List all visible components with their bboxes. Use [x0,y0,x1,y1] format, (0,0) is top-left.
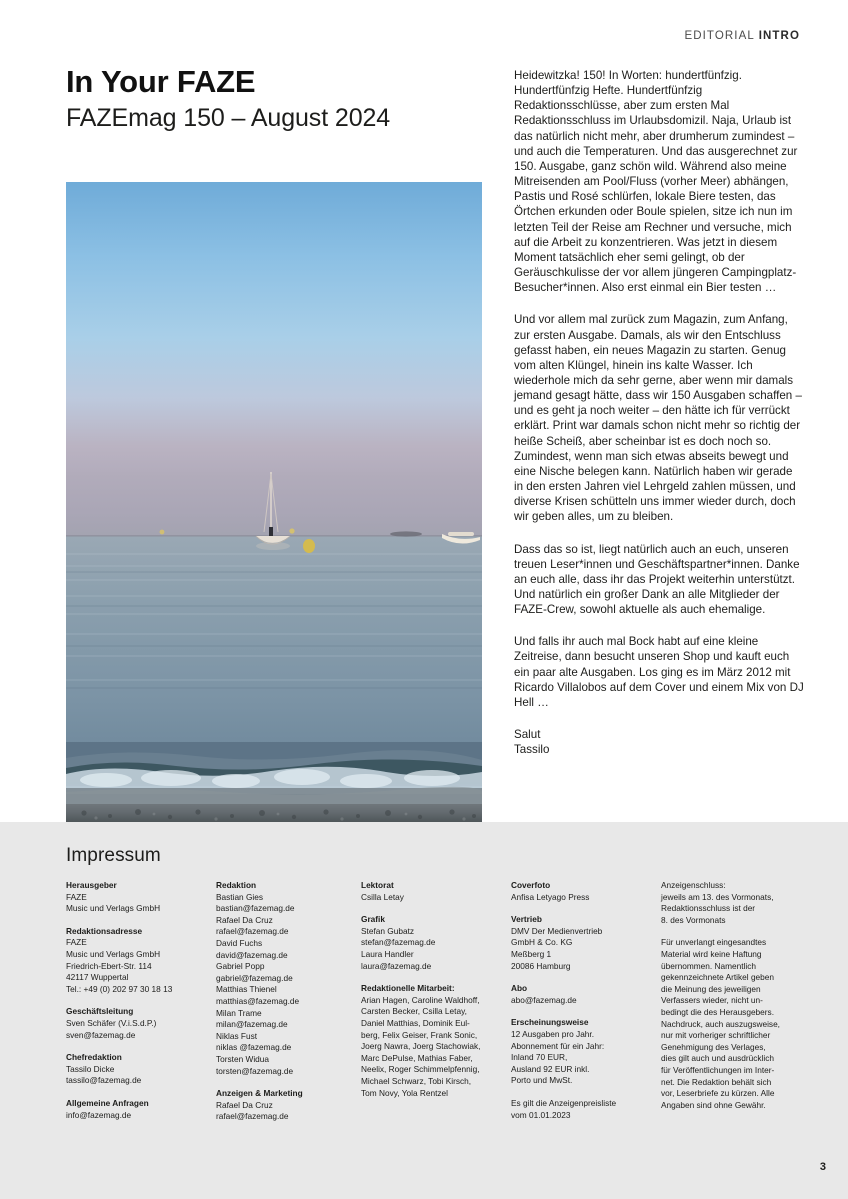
impressum-line: david@fazemag.de [216,949,288,960]
impressum-group-heading: Lektorat [361,880,394,890]
impressum-line: matthias@fazemag.de [216,995,300,1006]
impressum-line: Tom Novy, Yola Rentzel [361,1087,449,1098]
impressum-group [511,1098,661,1121]
impressum-line: Abonnement für ein Jahr: [511,1040,605,1051]
impressum-column [661,880,821,1123]
impressum-line: Es gilt die Anzeigenpreisliste [511,1097,617,1108]
impressum-group-heading: Redaktion [216,880,257,890]
buoy-mid [289,528,294,533]
impressum-line: DMV Der Medienvertrieb [511,925,603,936]
impressum-group-heading: Abo [511,983,528,994]
impressum-line: David Fuchs [216,937,263,948]
impressum-group [661,937,821,1111]
impressum-line: Michael Schwarz, Tobi Kirsch, [361,1075,472,1086]
body-paragraph: Und falls ihr auch mal Bock habt auf eine kleine Zeitreise, dann besucht unseren Shop und kauft euch ein paar alte Ausgaben. Los ging es im März 2012 mit Ricardo Villalobos auf dem Cover und einem Mix von DJ Hell … [514,635,804,709]
running-header [0,30,800,42]
impressum-group-heading: Grafik [361,914,385,925]
impressum-line: stefan@fazemag.de [361,937,436,948]
impressum-group-heading: Coverfoto [511,880,551,890]
impressum-group [216,880,361,1077]
impressum-group-heading: Vertrieb [511,914,542,925]
impressum-line: net. Die Redaktion behält sich [661,1076,772,1087]
impressum-line: Music und Verlags GmbH [66,903,161,914]
impressum-line: Anzeigenschluss: [661,880,726,890]
impressum-line: Meßberg 1 [511,948,552,959]
impressum-group [361,880,511,903]
impressum-group [216,1088,361,1123]
impressum-line: Inland 70 EUR, [511,1052,568,1063]
impressum-group-heading: Allgemeine Anfragen [66,1097,149,1108]
buoy-yellow [303,539,315,553]
impressum-group [511,880,661,903]
impressum-line: Rafael Da Cruz [216,1099,273,1110]
impressum-line: gabriel@fazemag.de [216,972,293,983]
impressum-line: niklas @fazemag.de [216,1042,292,1053]
seascape-illustration [66,182,482,822]
impressum-line: berg, Felix Geiser, Frank Sonic, [361,1029,478,1040]
impressum-line: nur mit vorheriger schriftlicher [661,1030,771,1041]
impressum-line: Tassilo Dicke [66,1063,115,1074]
impressum-line: Gabriel Popp [216,961,265,972]
impressum-line: GmbH & Co. KG [511,937,573,948]
impressum-group [511,983,661,1006]
impressum-group-heading: Geschäftsleitung [66,1006,134,1017]
impressum-line: Verfassers wieder, nicht un- [661,995,763,1006]
impressum-group-heading: Herausgeber [66,880,117,890]
running-header-subsection: INTRO [758,30,800,42]
impressum-line: info@fazemag.de [66,1109,132,1120]
impressum-line: Laura Handler [361,948,414,959]
impressum-line: Angaben sind ohne Gewähr. [661,1099,766,1110]
impressum-line: Für unverlangt eingesandtes [661,937,767,948]
impressum-line: 20086 Hamburg [511,960,571,971]
impressum-line: Redaktionsschluss ist der [661,903,756,914]
impressum-line: Friedrich-Ebert-Str. 114 [66,960,152,971]
impressum-line: Music und Verlags GmbH [66,948,161,959]
impressum-line: Milan Trame [216,1007,262,1018]
impressum-column [511,880,661,1123]
impressum-line: die Meinung des jeweiligen [661,983,761,994]
editorial-photo [66,182,482,822]
impressum-line: FAZE [66,891,87,902]
impressum-line: Matthias Thienel [216,984,277,995]
impressum-group-heading: Chefredaktion [66,1052,122,1063]
impressum-group [361,983,511,1099]
impressum-line: Bastian Gies [216,891,264,902]
impressum-line: bedingt die des Herausgebers. [661,1006,775,1017]
body-paragraph: Dass das so ist, liegt natürlich auch an euch, unseren treuen Leser*innen und Geschäftspartner*innen. Danke an euch alle, dass ihr das Projekt weiterhin unterstützt. Und natürlich ein großer Dank an alle Mitglieder der FAZE-Crew, sowohl aktuelle als auch ehemalige. [514,542,800,617]
impressum-line: Marc DePulse, Mathias Faber, [361,1052,473,1063]
impressum-line: rafael@fazemag.de [216,1111,289,1122]
impressum-line: jeweils am 13. des Vormonats, [661,891,774,902]
impressum-line: Joerg Nawra, Joerg Stachowiak, [361,1041,481,1052]
page-title: In Your FAZE [66,64,256,99]
impressum-group [361,914,511,972]
impressum-group-heading: Redaktionsadresse [66,925,143,936]
impressum-line: für Veröffentlichungen im Inter- [661,1064,775,1075]
running-header-section: EDITORIAL [684,30,755,42]
impressum-line: Daniel Matthias, Dominik Eul- [361,1017,470,1028]
body-paragraph: Und vor allem mal zurück zum Magazin, zum Anfang, zur ersten Ausgabe. Damals, als wir den Entschluss gefasst haben, ein neues Magazin zu starten. Genug vom alten Klüngel, hinein ins kalte Wasser. Ich wiederhole mich da sehr gerne, aber wenn mir damals jemand gesagt hätte, dass wir 150 Ausgaben schaffen – und es geht ja noch weiter – den hätte ich für verrückt erklärt. Print war damals schon nicht mehr so richtig der heiße Scheiß, aber scheinbar ist es doch noch so. Zumindest, wenn man sich etwas abseits bewegt und eine Nische belegen kann. Natürlich haben wir gerade in den ersten Jahren viel Lehrgeld zahlen müssen, und diverse Krisen schütteln uns immer wieder durch, doch wir geben alles, um zu bleiben. [514,313,802,524]
signoff-author: Tassilo [514,743,550,757]
impressum-line: Niklas Fust [216,1030,258,1041]
impressum-line: laura@fazemag.de [361,960,432,971]
impressum-line: Csilla Letay [361,891,404,902]
impressum-column [66,880,216,1123]
body-paragraph: Heidewitzka! 150! In Worten: hundertfünfzig. Hundertfünfzig Hefte. Hundertfünfzig Redaktionsschlüsse, aber zum ersten Mal Redaktionsschluss im Urlaubsdomizil. Naja, Urlaub ist das natürlich nicht mehr, aber drumherum zumindest – und auch die Temperaturen. Und das ausgerechnet zur 150. Ausgabe, ganz schön wild. Während also meine Mitreisenden am Pool/Fluss (vorher Meer) abhängen, Pastis und Rosé schlürfen, lokale Biere testen, das Örtchen erkunden oder Boule spielen, sitze ich nun im letzten Teil der Reise am Rechner und versuche, mich auf die Arbeit zu konzentrieren. Was jetzt in diesem Moment tatsächlich eher semi gelingt, ob der Geräuschkulisse der vor allem jüngeren Campingplatz-Besucher*innen. Also erst einmal ein Bier testen … [514,69,798,295]
impressum-line: 12 Ausgaben pro Jahr. [511,1028,595,1039]
impressum-line: dies gilt auch und ausdrücklich [661,1053,774,1064]
impressum-line: Material wird keine Haftung [661,948,762,959]
impressum-line: sven@fazemag.de [66,1029,136,1040]
impressum-group-heading: Anzeigen & Marketing [216,1088,303,1099]
impressum-line: torsten@fazemag.de [216,1065,294,1076]
impressum-column [216,880,361,1123]
impressum-line: Sven Schäfer (V.i.S.d.P.) [66,1017,157,1028]
impressum-line: rafael@fazemag.de [216,926,289,937]
impressum-column [361,880,511,1123]
impressum-columns [66,880,826,1123]
impressum-line: gekennzeichnete Artikel geben [661,972,775,983]
impressum-line: FAZE [66,937,87,948]
impressum-group [66,1052,216,1087]
impressum-line: Nachdruck, auch auszugsweise, [661,1018,780,1029]
impressum-group-heading: Redaktionelle Mitarbeit: [361,983,455,994]
impressum-group [66,880,216,915]
impressum-title: Impressum [66,845,161,866]
impressum-line: Anfisa Letyago Press [511,891,590,902]
impressum-line: Carsten Becker, Csilla Letay, [361,1006,467,1017]
buoy-left [160,530,165,535]
impressum-line: milan@fazemag.de [216,1019,288,1030]
impressum-group [511,914,661,972]
impressum-line: bastian@fazemag.de [216,903,295,914]
impressum-line: tassilo@fazemag.de [66,1075,142,1086]
title-block [66,66,390,132]
impressum-line: Porto und MwSt. [511,1075,573,1086]
signoff-salutation: Salut [514,728,541,742]
impressum-line: Stefan Gubatz [361,925,415,936]
impressum-line: Torsten Widua [216,1053,270,1064]
page-subtitle: FAZEmag 150 – August 2024 [66,103,391,132]
impressum-group [66,1006,216,1041]
impressum-line: vor, Leserbriefe zu kürzen. Alle [661,1088,775,1099]
impressum-group [511,1017,661,1087]
impressum-group-heading: Erscheinungsweise [511,1017,589,1028]
page-number: 3 [819,1161,826,1173]
impressum-line: Tel.: +49 (0) 202 97 30 18 13 [66,983,173,994]
impressum-line: übernommen. Namentlich [661,960,756,971]
impressum-line: Rafael Da Cruz [216,914,273,925]
impressum-line: vom 01.01.2023 [511,1109,571,1120]
impressum-line: 42117 Wuppertal [66,972,129,983]
impressum-line: Arian Hagen, Caroline Waldhoff, [361,994,480,1005]
impressum-group [66,1098,216,1121]
impressum-line: Genehmigung des Verlages, [661,1041,766,1052]
impressum-group [66,926,216,996]
impressum-line: abo@fazemag.de [511,994,577,1005]
impressum-line: Ausland 92 EUR inkl. [511,1063,590,1074]
editorial-body [514,68,804,757]
impressum-line: 8. des Vormonats [661,914,726,925]
impressum-group [661,880,821,926]
impressum-line: Neelix, Roger Schimmelpfennig, [361,1064,480,1075]
